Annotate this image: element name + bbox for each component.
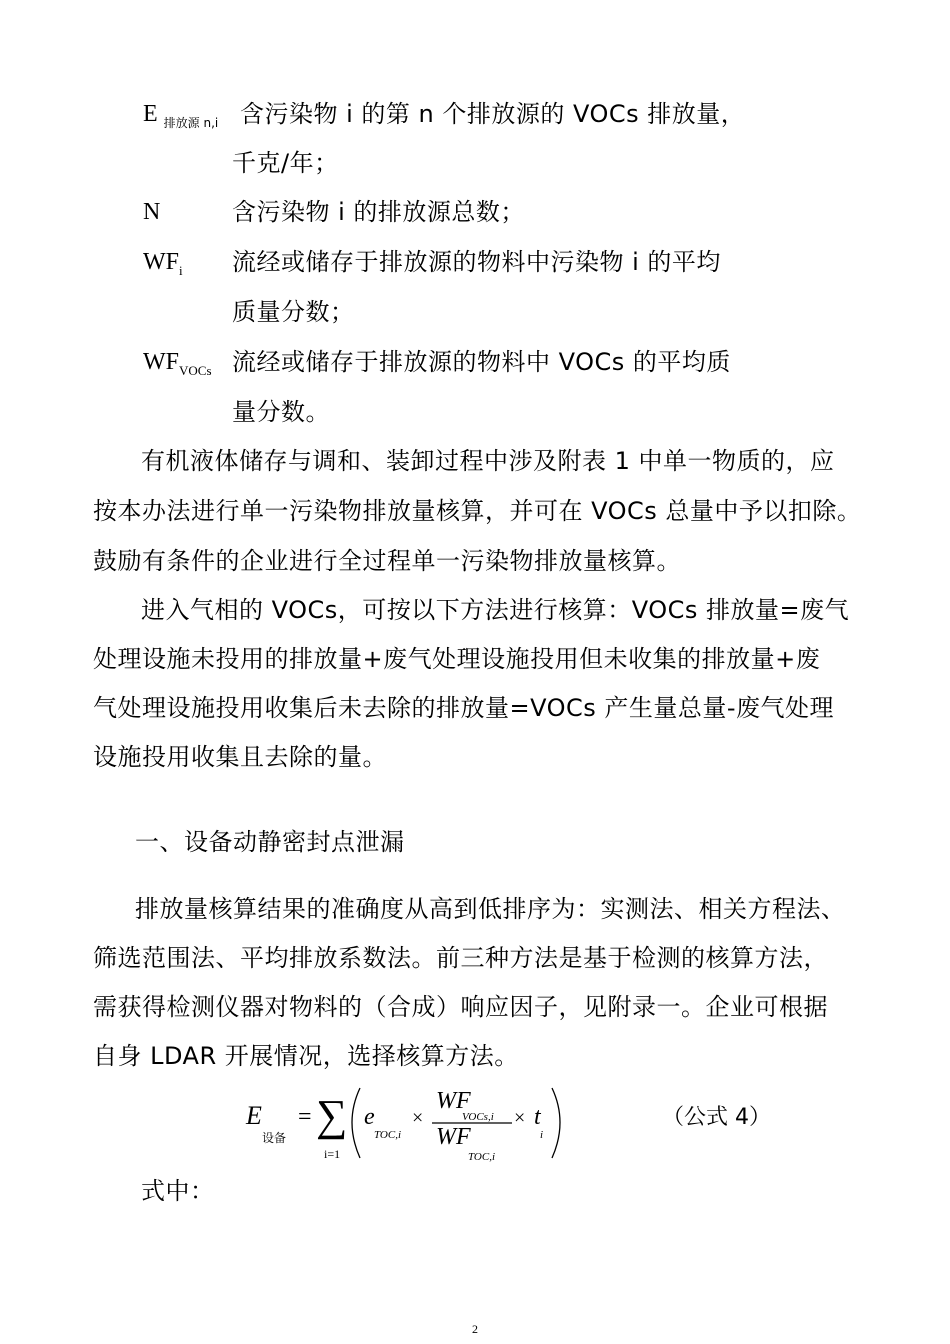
paragraph-line: 筛选范围法、平均排放系数法。前三种方法是基于检测的核算方法，: [93, 944, 828, 972]
right-paren: [552, 1088, 560, 1158]
formula-times: ×: [514, 1107, 526, 1129]
definition-symbol: $WF_i$: [143, 249, 183, 278]
definition-text-cont: 量分数。: [232, 398, 330, 426]
formula-t: t: [534, 1104, 541, 1130]
page-number: 2: [472, 1322, 478, 1336]
left-paren: [352, 1088, 360, 1158]
paragraph-line: 进入气相的 VOCs，可按以下方法进行核算：VOCs 排放量=废气: [141, 596, 850, 624]
formula-times: ×: [412, 1107, 424, 1129]
formula-e-sub: TOC,i: [374, 1129, 402, 1141]
summation-sign: ∑: [316, 1091, 348, 1140]
formula-denominator-sub: TOC,i: [468, 1151, 496, 1163]
paragraph-line: 气处理设施投用收集后未去除的排放量=VOCs 产生量总量-废气处理: [93, 694, 835, 722]
formula-tag: （公式 4）: [662, 1105, 771, 1130]
formula-e: e: [364, 1104, 375, 1130]
definition-symbol: $WF_{VOCs}$: [143, 349, 212, 378]
definition-text: 流经或储存于排放源的物料中污染物 i 的平均: [232, 248, 721, 276]
definition-symbol: E $_{排放源 n,i}$: [143, 101, 219, 130]
definition-text: 含污染物 i 的第 n 个排放源的 VOCs 排放量，: [240, 100, 746, 128]
where-label: 式中：: [141, 1177, 215, 1205]
definition-text-cont: 质量分数；: [232, 298, 355, 326]
paragraph-line: 有机液体储存与调和、装卸过程中涉及附表 1 中单一物质的，应: [141, 447, 835, 475]
definition-text-cont: 千克/年；: [232, 149, 339, 177]
paragraph-line: 鼓励有条件的企业进行全过程单一污染物排放量核算。: [93, 547, 681, 575]
paragraph-line: 排放量核算结果的准确度从高到低排序为：实测法、相关方程法、: [135, 895, 846, 923]
formula-sum-lower: i=1: [324, 1147, 341, 1161]
section-heading: 一、设备动静密封点泄漏: [135, 828, 405, 856]
formula-t-sub: i: [540, 1129, 544, 1141]
formula-equals: =: [298, 1104, 312, 1130]
definition-text: 流经或储存于排放源的物料中 VOCs 的平均质: [232, 348, 731, 376]
definition-text: 含污染物 i 的排放源总数；: [232, 198, 525, 226]
formula-numerator-sub: VOCs,i: [462, 1111, 494, 1123]
formula-lhs-sub: 设备: [262, 1131, 287, 1145]
paragraph-line: 按本办法进行单一污染物排放量核算，并可在 VOCs 总量中予以扣除。: [93, 497, 862, 525]
emission-formula: [240, 1080, 580, 1170]
paragraph-line: 处理设施未投用的排放量+废气处理设施投用但未收集的排放量+废: [93, 645, 821, 673]
paragraph-line: 设施投用收集且去除的量。: [93, 743, 387, 771]
paragraph-line: 需获得检测仪器对物料的（合成）响应因子，见附录一。企业可根据: [93, 993, 828, 1021]
formula-numerator: WF: [436, 1088, 471, 1114]
paragraph-line: 自身 LDAR 开展情况，选择核算方法。: [93, 1042, 519, 1070]
formula-lhs: E: [246, 1101, 262, 1130]
formula-denominator: WF: [436, 1124, 471, 1150]
definition-symbol: N: [143, 199, 161, 225]
